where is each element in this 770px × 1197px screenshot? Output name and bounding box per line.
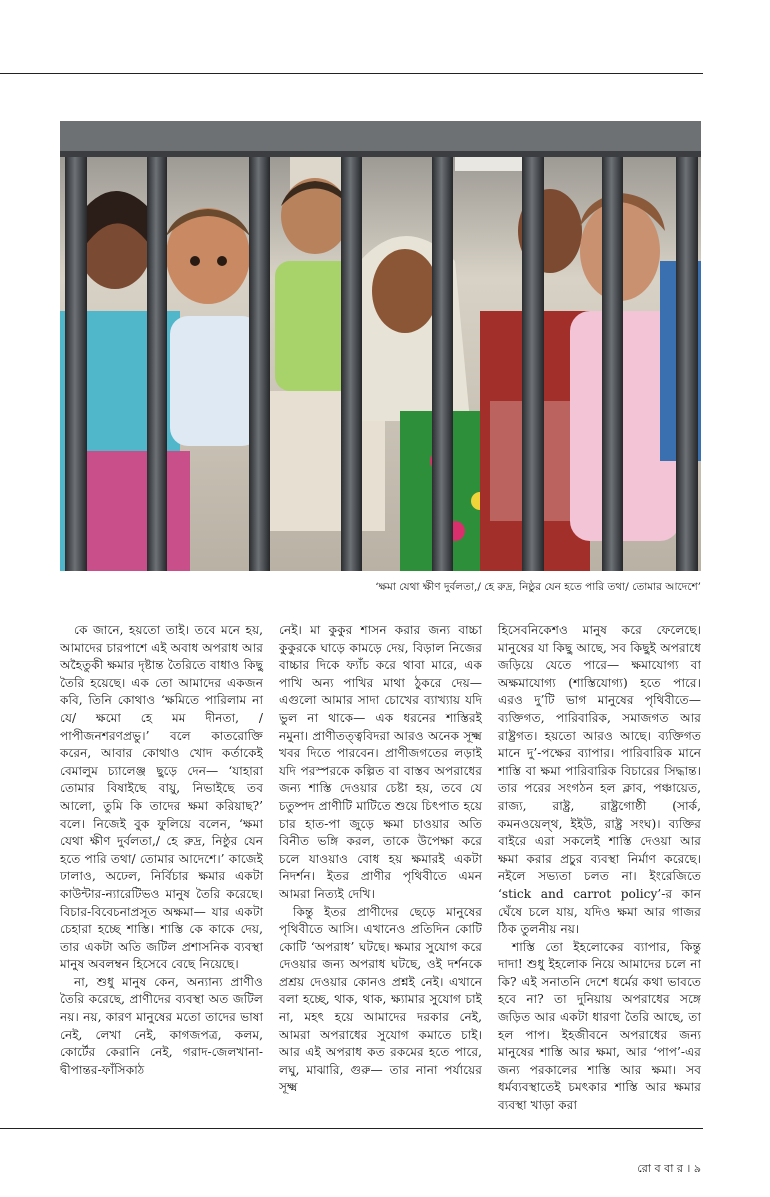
photo-caption: ‘ক্ষমা যেথা ক্ষীণ দুর্বলতা,/ হে রুদ্র, নিষ্ঠুর যেন হতে পারি তথা/ তোমার আদেশে’ bbox=[375, 581, 701, 593]
paragraph: কিন্তু ইতর প্রাণীদের ছেড়ে মানুষের পৃথিবীতে আসি। এখানেও প্রতিদিন কোটি কোটি ‘অপরাধ’ ঘটছে। ক্ষমার সুযোগ করে দেওয়ার জন্য অপরাধ ঘটছে, ওই দর্শনকে প্রশ্রয় দেওয়ার কোনও প্রশ্নই নেই। এখানে বলা হচ্ছে, থাক, থাক, ক্ষ্যামার সুযোগ চাই না, মহৎ হয়ে আমাদের দরকার নেই, আমরা অপরাধের সুযোগ কমাতে চাই। আর এই অপরাধ কত রকমের হতে পারে, লঘু, মাঝারি, গুরু— তার নানা পর্যায়ের সূক্ষ্ম bbox=[279, 904, 482, 1095]
paragraph: কে জানে, হয়তো তাই। তবে মনে হয়, আমাদের চারপাশে এই অবাধ অপরাধ আর অহৈতুকী ক্ষমার দৃষ্টান্ত তৈরিতে বাধাও কিছু তৈরি হয়েছে। এক তো আমাদের একজন কবি, তিনি কোথাও ‘ক্ষমিতে পারিলাম না যে/ ক্ষমো হে মম দীনতা, /পাপীজনশরণপ্রভু।’ বলে কাতরোক্তি করেন, আবার কোথাও খোদ কর্তাকেই বেমালুম চ্যালেঞ্জ ছুড়ে দেন— ‘যাহারা তোমার বিষাইছে বায়ু, নিভাইছে তব আলো, তুমি কি তাদের ক্ষমা করিয়াছ?’ বলে। নিজেই বুক ফুলিয়ে বলেন, ‘ক্ষমা যেথা ক্ষীণ দুর্বলতা,/ হে রুদ্র, নিষ্ঠুর যেন হতে পারি তথা/ তোমার আদেশে।’ কাজেই ঢালাও, অঢেল, নির্বিচার ক্ষমার একটা কাউন্টার-ন্যারেটিভও মানুষ তৈরি করেছে। বিচার-বিবেচনাপ্রসূত অক্ষমা— যার একটা চেহারা হচ্ছে শাস্তি। শাস্তি কে কাকে দেয়, তার একটা অতি জটিল প্রশাসনিক ব্যবস্থা মানুষ অবলম্বন হিসেবে বেছে নিয়েছে। bbox=[60, 623, 263, 972]
top-rule bbox=[0, 73, 703, 74]
photo-illustration bbox=[60, 121, 701, 571]
article-body bbox=[60, 622, 701, 1114]
paragraph: শাস্তি তো ইহলোকের ব্যাপার, কিন্তু দাদা! শুধু ইহলোক নিয়ে আমাদের চলে না কি? এই সনাতনি দেশে ধর্মের কথা ভাবতে হবে না? তা দুনিয়ায় অপরাধের সঙ্গে জড়িত আর একটা ধারণা তৈরি আছে, তা হল পাপ। ইহজীবনে অপরাধের জন্য মানুষের শাস্তি আর ক্ষমা, আর ‘পাপ’-এর জন্য পরকালের শাস্তি আর ক্ষমা। সব ধর্মব্যবস্থাতেই চমৎকার শাস্তি আর ক্ষমার ব্যবস্থা খাড়া করা bbox=[498, 939, 701, 1113]
text-column-1 bbox=[60, 622, 263, 1114]
paragraph: নেই। মা কুকুর শাসন করার জন্য বাচ্চা কুকুরকে ঘাড়ে কামড়ে দেয়, বিড়াল নিজের বাচ্চার দিকে ফ্যাঁচ করে থাবা মারে, এক পাখি অন্য পাখির মাথা ঠুকরে দেয়— এগুলো আমার সাদা চোখের ব্যাখ্যায় যদি ভুল না থাকে— এক ধরনের শাস্তিরই নমুনা। প্রাণীতত্ত্ববিদরা আরও অনেক সূক্ষ্ম খবর দিতে পারবেন। প্রাণীজগতের লড়াই যদি পরস্পরকে কল্পিত বা বাস্তব অপরাধের জন্য শাস্তি দেওয়ার চেষ্টা হয়, তবে যে চতুষ্পদ প্রাণীটি মাটিতে শুয়ে চিৎপাত হয়ে চার হাত-পা জুড়ে ক্ষমা চাওয়ার অতি বিনীত ভঙ্গি করল, তাকে উপেক্ষা করে চলে যাওয়াও বোধ হয় ক্ষমারই একটা নিদর্শন। ইতর প্রাণীর পৃথিবীতে এমন আমরা নিত্যই দেখি। bbox=[279, 623, 482, 901]
child-left bbox=[166, 208, 260, 446]
paragraph: না, শুধু মানুষ কেন, অন্যান্য প্রাণীও তৈরি করেছে, প্রাণীদের ব্যবস্থা অত জটিল নয়। নয়, কারণ মানুষের মতো তাদের ভাষা নেই, লেখা নেই, কাগজপত্র, কলম, কোর্টের কেরানি নেই, গরাদ-জেলখানা-দ্বীপান্তর-ফাঁসিকাঠ bbox=[60, 974, 263, 1077]
women-and-children-behind-bars-photo bbox=[60, 121, 701, 571]
text-column-2 bbox=[279, 622, 482, 1114]
paragraph: হিসেবনিকেশও মানুষ করে ফেলেছে। মানুষের যা কিছু আছে, সব কিছুই অপরাধে জড়িয়ে যেতে পারে— ক্ষমাযোগ্য বা অক্ষমাযোগ্য (শাস্তিযোগ্য) হতে পারে। এরও দু’টি ভাগ মানুষের পৃথিবীতে— ব্যক্তিগত, পারিবারিক, সমাজগত আর রাষ্ট্রগত। হয়তো আরও আছে। ব্যক্তিগত মানে দু’-পক্ষের ব্যাপার। পারিবারিক মানে শাস্তি বা ক্ষমা পারিবারিক বিচারের সিদ্ধান্ত। তার পরের সংগঠন হল ক্লাব, পঞ্চায়েত, রাজ্য, রাষ্ট্র, রাষ্ট্রগোষ্ঠী (সার্ক, কমনওয়েল্‌থ, ইইউ, রাষ্ট্র সংঘ)। ব্যক্তির বাইরে এরা সকলেই শাস্তি দেওয়া আর ক্ষমা করার প্রচুর ব্যবস্থা নির্মাণ করেছে। নইলে সভ্যতা চলত না। ইংরেজিতে ‘stick and carrot policy’-র কান ঘেঁষে চলে যায়, যদিও ক্ষমা আর গাজর ঠিক তুলনীয় নয়। bbox=[498, 623, 701, 937]
text-column-3 bbox=[498, 622, 701, 1114]
page-footer: রো ব বা র । ৯ bbox=[637, 1162, 701, 1175]
bottom-rule bbox=[0, 1128, 703, 1129]
